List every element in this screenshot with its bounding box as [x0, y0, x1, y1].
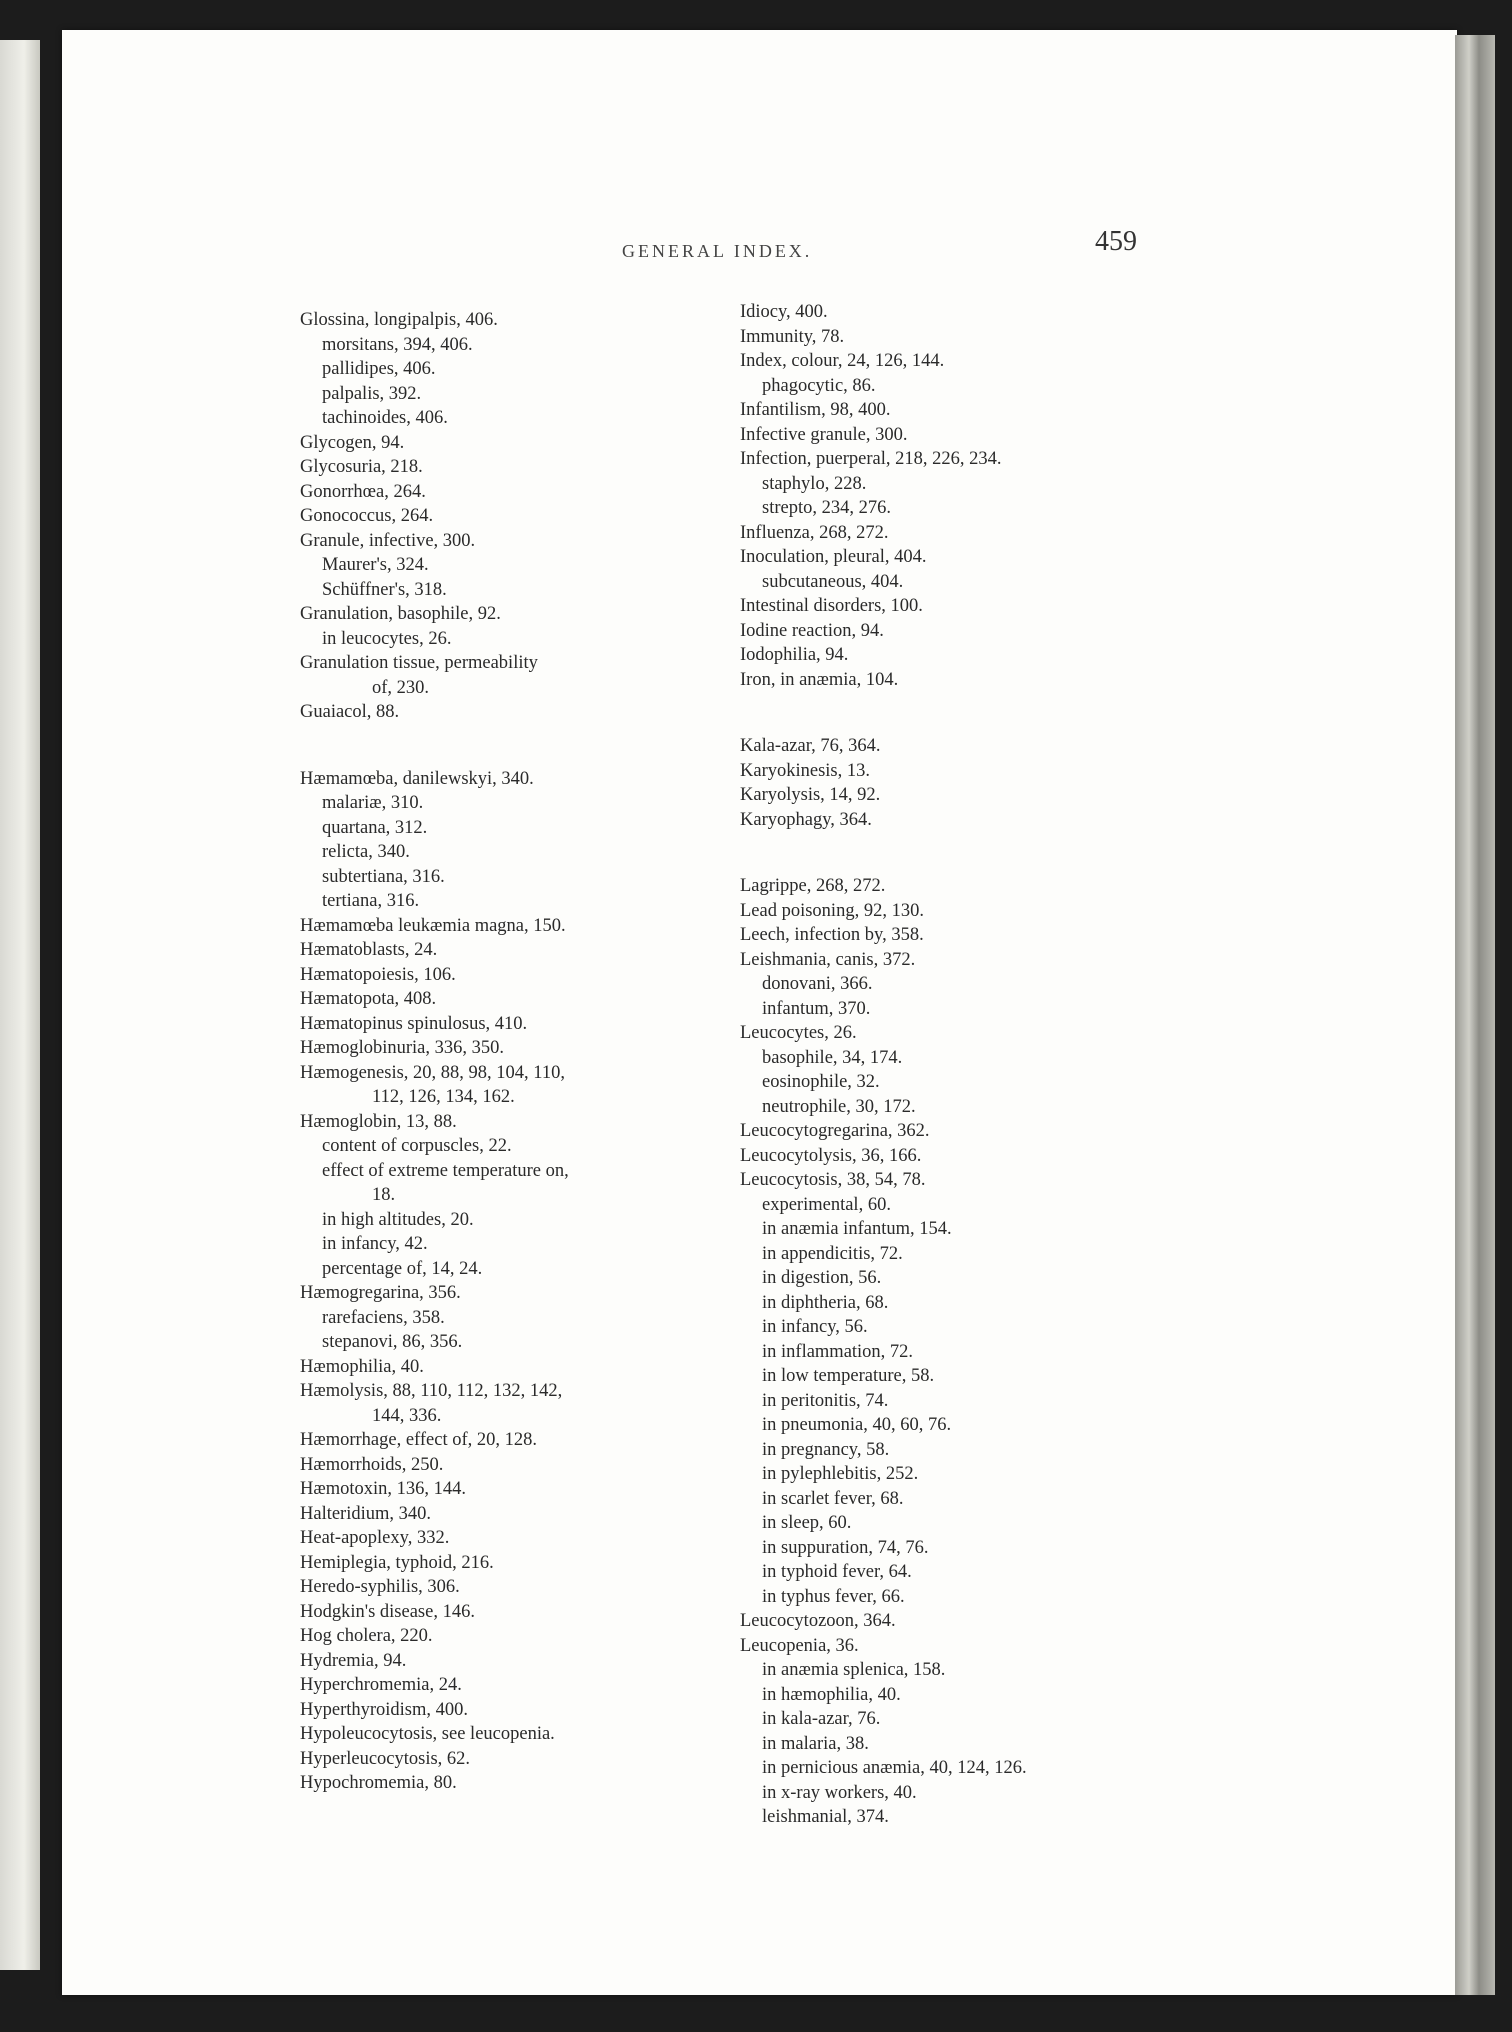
index-entry: Leucocytogregarina, 362.: [740, 1121, 930, 1141]
index-entry: Hæmophilia, 40.: [300, 1356, 424, 1377]
index-entry: in sleep, 60.: [762, 1513, 852, 1533]
index-entry: Hog cholera, 220.: [300, 1626, 433, 1646]
index-entry: 112, 126, 134, 162.: [372, 1087, 515, 1107]
index-entry: staphylo, 228.: [762, 473, 867, 494]
index-entry: rarefaciens, 358.: [322, 1307, 445, 1328]
index-entry: morsitans, 394, 406.: [322, 334, 473, 355]
index-entry: in pylephlebitis, 252.: [762, 1464, 919, 1484]
index-entry: Hæmoglobinuria, 336, 350.: [300, 1038, 505, 1058]
index-entry: Lagrippe, 268, 272.: [740, 876, 886, 896]
index-entry: in peritonitis, 74.: [762, 1390, 889, 1411]
index-entry: Hæmamœba, danilewskyi, 340.: [300, 768, 534, 789]
index-entry: tachinoides, 406.: [322, 408, 448, 428]
index-entry: in typhus fever, 66.: [762, 1586, 905, 1607]
index-entry: subtertiana, 316.: [322, 866, 445, 887]
index-entry: Gonococcus, 264.: [300, 506, 434, 526]
index-entry: pallidipes, 406.: [322, 359, 436, 379]
index-entry: in suppuration, 74, 76.: [762, 1537, 929, 1558]
index-entry: in typhoid fever, 64.: [762, 1562, 912, 1582]
index-entry: phagocytic, 86.: [762, 375, 876, 396]
index-entry: Hæmogregarina, 356.: [300, 1283, 461, 1303]
index-entry: in pneumonia, 40, 60, 76.: [762, 1415, 952, 1435]
index-entry: Hyperthyroidism, 400.: [300, 1699, 469, 1720]
index-entry: Immunity, 78.: [740, 326, 845, 347]
index-entry: subcutaneous, 404.: [762, 571, 904, 592]
index-entry: Granulation, basophile, 92.: [300, 604, 501, 624]
index-entry: in inflammation, 72.: [762, 1341, 914, 1362]
index-entry: Kala-azar, 76, 364.: [740, 736, 881, 756]
index-entry: Hæmatopinus spinulosus, 410.: [300, 1013, 528, 1034]
index-entry: Gonorrhœa, 264.: [300, 481, 426, 502]
index-entry: Idiocy, 400.: [740, 302, 828, 322]
index-entry: Glycogen, 94.: [300, 432, 405, 453]
index-entry: Index, colour, 24, 126, 144.: [740, 351, 945, 371]
index-entry: experimental, 60.: [762, 1194, 891, 1215]
index-entry: content of corpuscles, 22.: [322, 1136, 512, 1156]
index-entry: Heat-apoplexy, 332.: [300, 1528, 450, 1548]
index-entry: Karyolysis, 14, 92.: [740, 785, 881, 805]
index-entry: Halteridium, 340.: [300, 1503, 432, 1524]
index-entry: Hæmatopoiesis, 106.: [300, 964, 456, 985]
index-entry: Leishmania, canis, 372.: [740, 949, 916, 970]
index-entry: Hemiplegia, typhoid, 216.: [300, 1552, 494, 1573]
index-entry: strepto, 234, 276.: [762, 498, 891, 518]
index-entry: basophile, 34, 174.: [762, 1047, 903, 1068]
index-entry: Hæmatopota, 408.: [300, 989, 437, 1009]
index-entry: Hyperleucocytosis, 62.: [300, 1748, 471, 1769]
index-entry: Granule, infective, 300.: [300, 530, 476, 551]
index-entry: Hypochromemia, 80.: [300, 1773, 457, 1793]
index-entry: 18.: [372, 1185, 396, 1205]
index-entry: Intestinal disorders, 100.: [740, 596, 923, 616]
index-entry: Hyperchromemia, 24.: [300, 1675, 462, 1695]
index-entry: Guaiacol, 88.: [300, 702, 400, 722]
index-entry: Infantilism, 98, 400.: [740, 400, 891, 420]
index-entry: in infancy, 56.: [762, 1317, 868, 1337]
index-entry: Karyophagy, 364.: [740, 809, 872, 830]
index-entry: stepanovi, 86, 356.: [322, 1332, 463, 1352]
index-entry: quartana, 312.: [322, 817, 428, 838]
index-entry: 144, 336.: [372, 1405, 442, 1426]
index-entry: Glycosuria, 218.: [300, 457, 423, 477]
index-entry: Hæmolysis, 88, 110, 112, 132, 142,: [300, 1381, 563, 1401]
index-entry: in pregnancy, 58.: [762, 1439, 890, 1460]
index-entry: infantum, 370.: [762, 998, 871, 1019]
index-entry: in high altitudes, 20.: [322, 1209, 474, 1230]
index-entry: Leucopenia, 36.: [740, 1635, 859, 1656]
index-entry: Iodophilia, 94.: [740, 645, 849, 665]
index-entry: in digestion, 56.: [762, 1268, 882, 1288]
index-entry: Inoculation, pleural, 404.: [740, 547, 927, 567]
book-spine-edge: [1455, 35, 1495, 1995]
index-entry: Infective granule, 300.: [740, 424, 908, 445]
index-column-right: [740, 300, 1180, 1830]
index-entry: malariæ, 310.: [322, 793, 424, 813]
section-gap: [740, 832, 1180, 874]
index-entry: Hæmoglobin, 13, 88.: [300, 1111, 457, 1132]
page-number: 459: [1095, 226, 1137, 257]
index-entry: Leucocytozoon, 364.: [740, 1611, 896, 1631]
index-entry: Hæmamœba leukæmia magna, 150.: [300, 915, 566, 936]
index-entry: in pernicious anæmia, 40, 124, 126.: [762, 1758, 1027, 1778]
index-entry: effect of extreme temperature on,: [322, 1160, 569, 1181]
index-entry: Karyokinesis, 13.: [740, 760, 870, 781]
index-entry: relicta, 340.: [322, 842, 410, 862]
section-gap: [740, 692, 1180, 734]
index-entry: in low temperature, 58.: [762, 1366, 935, 1386]
index-entry: Hæmotoxin, 136, 144.: [300, 1479, 466, 1499]
index-entry: of, 230.: [372, 677, 430, 698]
running-head: GENERAL INDEX.: [622, 241, 813, 261]
index-entry: eosinophile, 32.: [762, 1072, 880, 1092]
index-entry: Iron, in anæmia, 104.: [740, 669, 899, 690]
index-entry: percentage of, 14, 24.: [322, 1258, 483, 1279]
index-entry: Hydremia, 94.: [300, 1650, 407, 1671]
index-entry: Leech, infection by, 358.: [740, 925, 924, 945]
index-entry: tertiana, 316.: [322, 891, 420, 911]
index-entry: Schüffner's, 318.: [322, 579, 447, 600]
adjacent-page-edge: [0, 40, 40, 1970]
index-entry: Leucocytolysis, 36, 166.: [740, 1145, 922, 1166]
index-entry: leishmanial, 374.: [762, 1807, 889, 1827]
index-entry: Leucocytes, 26.: [740, 1023, 857, 1043]
index-entry: Hæmorrhage, effect of, 20, 128.: [300, 1430, 538, 1450]
index-entry: in anæmia splenica, 158.: [762, 1660, 946, 1680]
index-entry: in x-ray workers, 40.: [762, 1782, 917, 1803]
index-entry: Leucocytosis, 38, 54, 78.: [740, 1170, 926, 1190]
index-entry: Heredo-syphilis, 306.: [300, 1577, 460, 1597]
index-entry: Granulation tissue, permeability: [300, 653, 538, 673]
index-entry: Hæmatoblasts, 24.: [300, 940, 438, 960]
index-entry: in infancy, 42.: [322, 1234, 428, 1254]
index-entry: Hodgkin's disease, 146.: [300, 1601, 475, 1622]
index-entry: in kala-azar, 76.: [762, 1709, 881, 1729]
index-entry: Hæmogenesis, 20, 88, 98, 104, 110,: [300, 1062, 565, 1083]
index-entry: in hæmophilia, 40.: [762, 1684, 901, 1705]
index-entry: in leucocytes, 26.: [322, 628, 452, 649]
index-entry: Glossina, longipalpis, 406.: [300, 310, 498, 330]
index-entry: in appendicitis, 72.: [762, 1243, 903, 1264]
index-entry: in scarlet fever, 68.: [762, 1488, 904, 1509]
index-column-left: [300, 308, 740, 1796]
index-entry: in diphtheria, 68.: [762, 1292, 889, 1313]
index-entry: neutrophile, 30, 172.: [762, 1096, 916, 1117]
index-entry: Hæmorrhoids, 250.: [300, 1454, 444, 1475]
index-entry: Maurer's, 324.: [322, 555, 429, 575]
index-entry: Hypoleucocytosis, see leucopenia.: [300, 1724, 555, 1744]
index-entry: in malaria, 38.: [762, 1733, 869, 1754]
index-entry: Iodine reaction, 94.: [740, 620, 884, 641]
index-entry: Influenza, 268, 272.: [740, 522, 889, 543]
index-entry: Lead poisoning, 92, 130.: [740, 900, 924, 921]
index-entry: palpalis, 392.: [322, 383, 422, 404]
index-entry: donovani, 366.: [762, 974, 873, 994]
index-entry: in anæmia infantum, 154.: [762, 1219, 952, 1239]
index-entry: Infection, puerperal, 218, 226, 234.: [740, 449, 1002, 469]
section-gap: [300, 725, 740, 767]
